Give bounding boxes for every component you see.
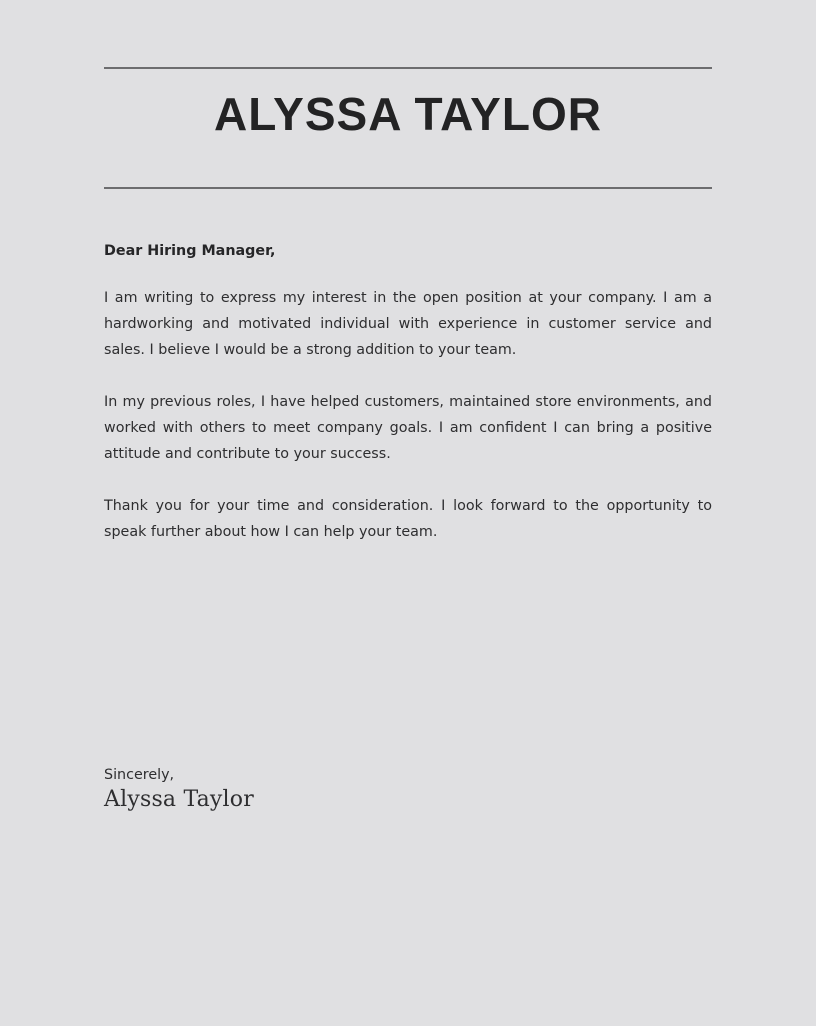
body-paragraph-2: In my previous roles, I have helped customers, maintained store environments, and worked with others to meet company goals. I am confident I can bring a positive attitude and contribute to your success. <box>104 394 712 462</box>
signature: Alyssa Taylor <box>104 787 254 812</box>
body-paragraph-3: Thank you for your time and consideration. I look forward to the opportunity to speak further about how I can help your team. <box>104 498 712 540</box>
applicant-name-title: ALYSSA TAYLOR <box>214 88 602 140</box>
closing: Sincerely, <box>104 767 175 783</box>
top-divider <box>104 67 712 69</box>
greeting: Dear Hiring Manager, <box>104 243 276 259</box>
bottom-divider <box>104 187 712 189</box>
body-paragraph-1: I am writing to express my interest in the open position at your company. I am a hardworking and motivated individual with experience in customer service and sales. I believe I would be a strong addition to your team. <box>104 290 712 358</box>
